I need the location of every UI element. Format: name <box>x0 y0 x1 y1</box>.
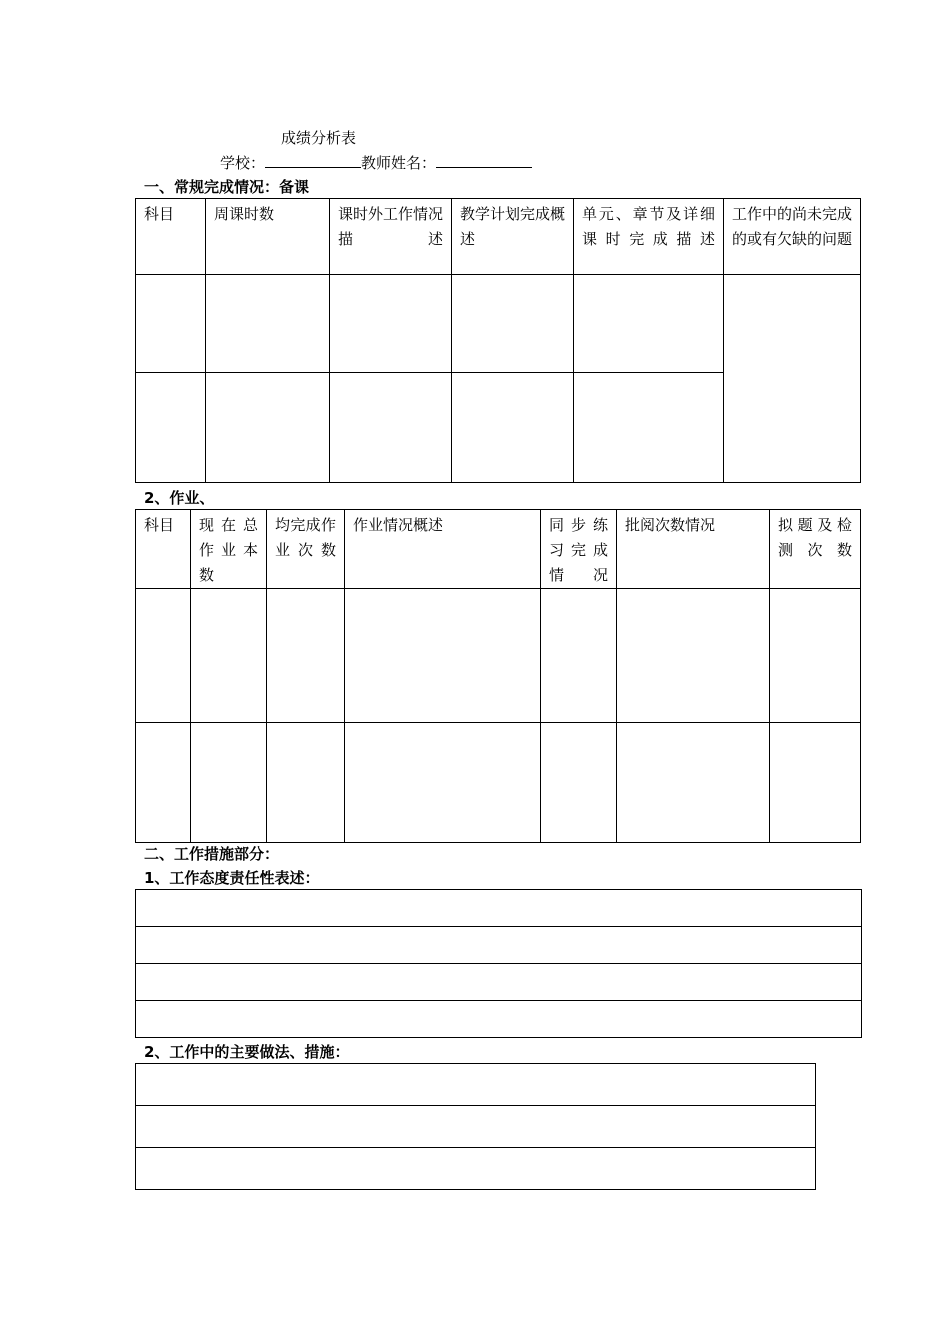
table-header-row <box>136 510 861 589</box>
writing-line[interactable] <box>136 1001 862 1038</box>
writing-line-row <box>136 1148 816 1190</box>
header-avg-completion: 均完成作业次数 <box>267 510 345 589</box>
header-subject: 科目 <box>136 199 206 275</box>
measures-lines-table <box>135 1063 816 1190</box>
header-subject: 科目 <box>136 510 191 589</box>
writing-line-row <box>136 890 862 927</box>
writing-line-row <box>136 1106 816 1148</box>
teacher-label: 教师姓名： <box>361 154 437 172</box>
writing-line[interactable] <box>136 964 862 1001</box>
table-cell[interactable] <box>770 589 861 723</box>
table-cell[interactable] <box>136 723 191 843</box>
table-cell[interactable] <box>191 723 267 843</box>
writing-line[interactable] <box>136 1106 816 1148</box>
header-total-books: 现在总作业本数 <box>191 510 267 589</box>
teacher-name-blank[interactable] <box>436 153 532 168</box>
attitude-heading: 1、工作态度责任性表述： <box>144 869 320 887</box>
header-plan-completion: 教学计划完成概述 <box>452 199 574 275</box>
section1-heading: 一、常规完成情况：备课 <box>144 178 310 196</box>
writing-line[interactable] <box>136 1064 816 1106</box>
table-cell-merged[interactable] <box>724 275 861 483</box>
table-row <box>136 589 861 723</box>
writing-line-row <box>136 1064 816 1106</box>
school-label: 学校： <box>220 154 266 172</box>
table-cell[interactable] <box>541 723 617 843</box>
table-cell[interactable] <box>267 723 345 843</box>
header-weekly-hours: 周课时数 <box>206 199 330 275</box>
table-cell[interactable] <box>345 723 541 843</box>
table-cell[interactable] <box>330 275 452 373</box>
table-cell[interactable] <box>452 373 574 483</box>
table-cell[interactable] <box>136 373 206 483</box>
table-header-row <box>136 199 861 275</box>
writing-line[interactable] <box>136 890 862 927</box>
table-row <box>136 723 861 843</box>
measures-heading: 2、工作中的主要做法、措施： <box>144 1043 350 1061</box>
writing-line[interactable] <box>136 927 862 964</box>
table-cell[interactable] <box>136 275 206 373</box>
header-unit-completion: 单元、章节及详细课时完成描述 <box>574 199 724 275</box>
section3-heading: 二、工作措施部分： <box>144 845 280 863</box>
header-sync-practice: 同步练习完成情况 <box>541 510 617 589</box>
header-grading-count: 批阅次数情况 <box>617 510 770 589</box>
school-teacher-line <box>220 152 532 173</box>
writing-line-row <box>136 1001 862 1038</box>
table-cell[interactable] <box>136 589 191 723</box>
table-row <box>136 275 861 373</box>
table-cell[interactable] <box>617 723 770 843</box>
table-cell[interactable] <box>206 373 330 483</box>
table-cell[interactable] <box>617 589 770 723</box>
header-extra-work: 课时外工作情况描述 <box>330 199 452 275</box>
header-test-count: 拟题及检测次数 <box>770 510 861 589</box>
table-cell[interactable] <box>345 589 541 723</box>
table-cell[interactable] <box>574 275 724 373</box>
page-title: 成绩分析表 <box>281 129 357 147</box>
writing-line-row <box>136 964 862 1001</box>
attitude-lines-table <box>135 889 862 1038</box>
lesson-prep-table <box>135 198 861 483</box>
table-cell[interactable] <box>330 373 452 483</box>
table-cell[interactable] <box>770 723 861 843</box>
table-cell[interactable] <box>267 589 345 723</box>
table-cell[interactable] <box>574 373 724 483</box>
header-unfinished-issues: 工作中的尚未完成的或有欠缺的问题 <box>724 199 861 275</box>
table-cell[interactable] <box>191 589 267 723</box>
writing-line[interactable] <box>136 1148 816 1190</box>
header-homework-summary: 作业情况概述 <box>345 510 541 589</box>
homework-table <box>135 509 861 843</box>
section2-heading: 2、作业、 <box>144 489 215 507</box>
writing-line-row <box>136 927 862 964</box>
table-cell[interactable] <box>541 589 617 723</box>
table-cell[interactable] <box>452 275 574 373</box>
table-cell[interactable] <box>206 275 330 373</box>
school-blank[interactable] <box>265 153 361 168</box>
